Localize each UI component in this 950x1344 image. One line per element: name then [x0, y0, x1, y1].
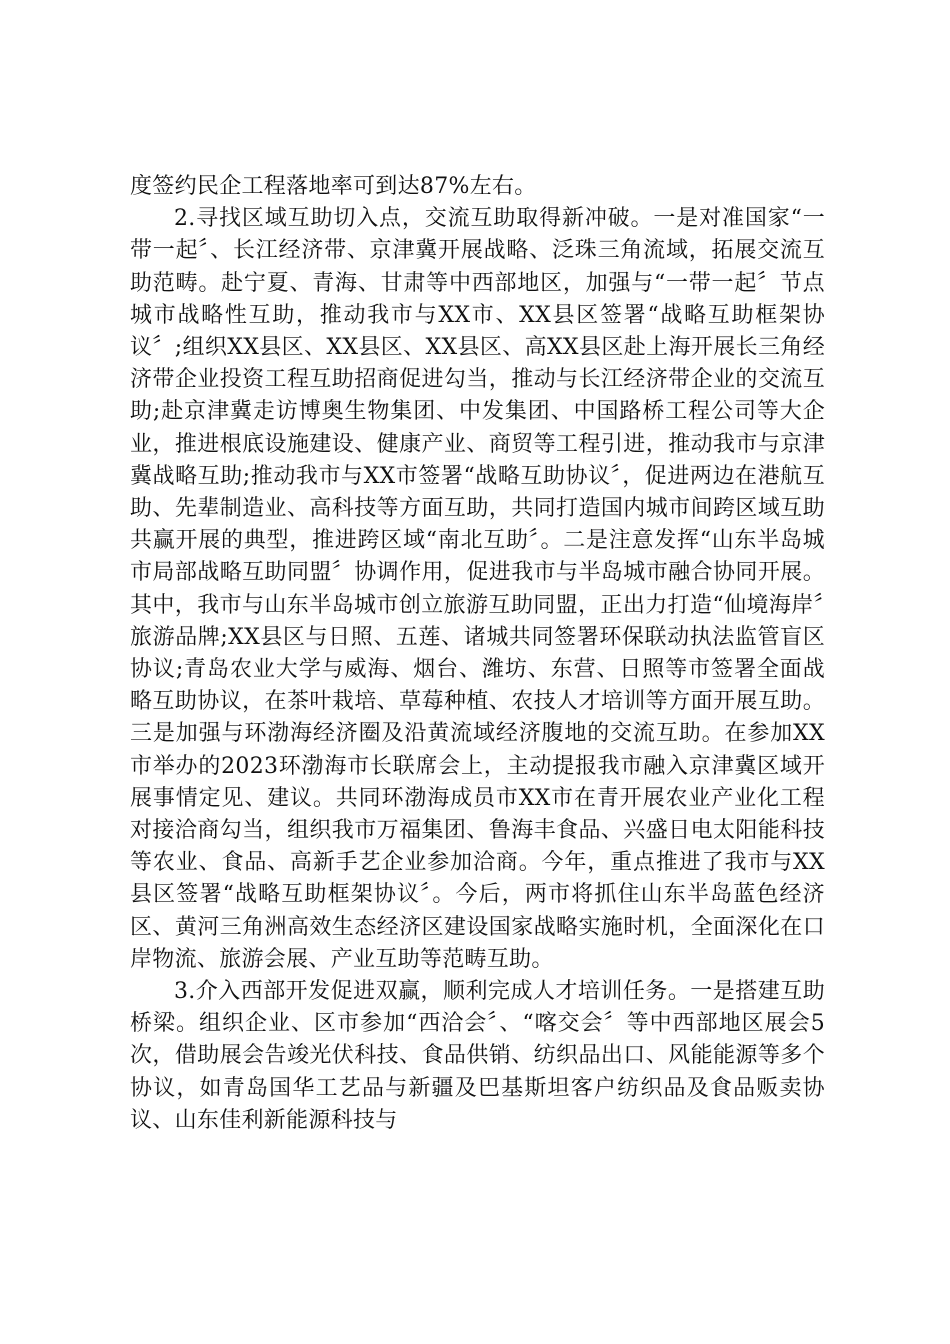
paragraph-continuation: 度签约民企工程落地率可到达87%左右。: [130, 174, 537, 199]
document-body: [130, 171, 825, 1137]
paragraph-regional-cooperation: 2.寻找区域互助切入点，交流互助取得新冲破。一是对准国家“一带一起〞、长江经济带、京津冀开展战略、泛珠三角流域，拓展交流互助范畴。赴宁夏、青海、甘肃等中西部地区，加强与“一带一起〞节点城市战略性互助，推动我市与XX市、XX县区签署“战略互助框架协议〞;组织XX县区、XX县区、XX县区、高XX县区赴上海开展长三角经济带企业投资工程互助招商促进勾当，推动与长江经济带企业的交流互助;赴京津冀走访博奥生物集团、中发集团、中国路桥工程公司等大企业，推进根底设施建设、健康产业、商贸等工程引进，推动我市与京津冀战略互助;推动我市与XX市签署“战略互助协议〞，促进两边在港航互助、先辈制造业、高科技等方面互助，共同打造国内城市间跨区域互助共赢开展的典型，推进跨区域“南北互助〞。二是注意发挥“山东半岛城市局部战略互助同盟〞协调作用，促进我市与半岛城市融合协同开展。其中，我市与山东半岛城市创立旅游互助同盟，正出力打造“仙境海岸〞旅游品牌;XX县区与日照、五莲、诸城共同签署环保联动执法监管盲区协议;青岛农业大学与威海、烟台、潍坊、东营、日照等市签署全面战略互助协议，在茶叶栽培、草莓种植、农技人才培训等方面开展互助。三是加强与环渤海经济圈及沿黄流域经济腹地的交流互助。在参加XX市举办的2023环渤海市长联席会上，主动提报我市融入京津冀区域开展事情定见、建议。共同环渤海成员市XX市在青开展农业产业化工程对接洽商勾当，组织我市万福集团、鲁海丰食品、兴盛日电太阳能科技等农业、食品、高新手艺企业参加洽商。今年，重点推进了我市与XX县区签署“战略互助框架协议〞。今后，两市将抓住山东半岛蓝色经济区、黄河三角洲高效生态经济区建设国家战略实施时机，全面深化在口岸物流、旅游会展、产业互助等范畴互助。: [130, 206, 825, 972]
paragraph-western-development: 3.介入西部开发促进双赢，顺利完成人才培训任务。一是搭建互助桥梁。组织企业、区市参加“西洽会〞、“喀交会〞等中西部地区展会5次，借助展会告竣光伏科技、食品供销、纺织品出口、风能能源等多个协议，如青岛国华工艺品与新疆及巴基斯坦客户纺织品及食品贩卖协议、山东佳利新能源科技与: [130, 979, 825, 1133]
